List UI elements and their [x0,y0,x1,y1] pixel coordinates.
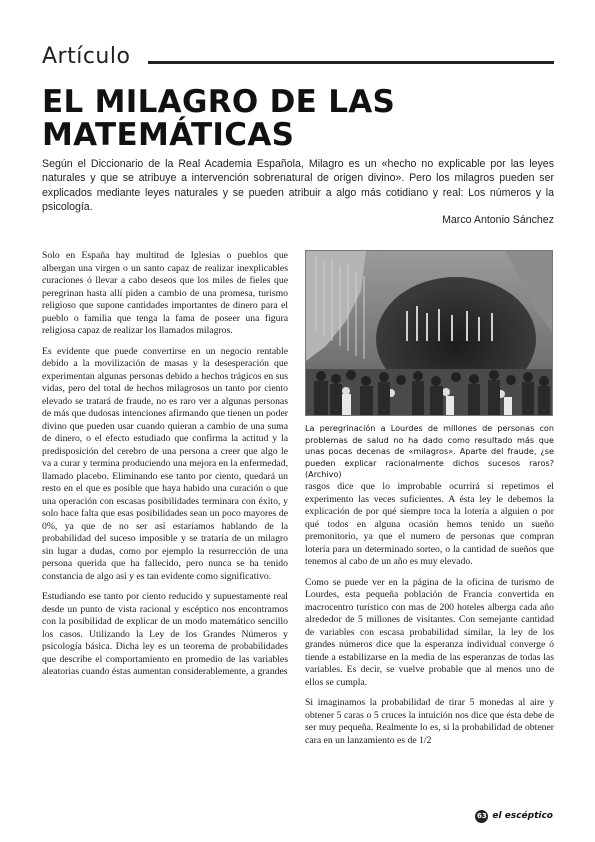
right-column [305,481,554,755]
body-paragraph: Si imaginamos la probabilidad de tirar 5 monedas al aire y obtener 5 caras o 5 cruces la intuición nos dice que ésta debe de ser muy pequeña. Realmente lo es, si la probabilidad de obtener cara en un lanzamiento es de 1/2 [305,697,554,746]
author-name: Marco Antonio Sánchez [442,214,554,226]
lead-paragraph: Según el Diccionario de la Real Academia Española, Milagro es un «hecho no explicable por las leyes naturales y que se atribuye a intervención sobrenatural de origen divino». Pero los milagros pueden ser explicados mediante leyes naturales y se pueden atribuir a algo más cotidiano y real: Los números y la psicología. [42,158,554,214]
grotto-photo-illustration [306,251,552,415]
section-label: Artículo [42,44,131,69]
section-header [42,44,554,72]
body-paragraph: Solo en España hay multitud de Iglesias o pueblos que albergan una virgen o un santo capaz de realizar inexplicables curaciones ó llevar a cabo deseos que los miles de fieles que peregrinan hasta allí piden a cambio de una promesa, turismo religioso que supone cantidades importantes de dinero para el pueblo o familia que tenga la fama de poseer una figura religiosa capaz de realizar los llamados milagros. [42,250,288,336]
left-column [42,250,288,687]
body-paragraph: Es evidente que puede convertirse en un negocio rentable debido a la movilización de masas y la desesperación que experimentan algunas personas debido a hechos trágicos en sus vidas, pero del total de hechos milagrosos un tanto por ciento elevado se tratará de fraude, no es raro ver a algunas personas de más que dudosas intenciones afirmando que tienen un poder divino que pueden usar cuando quieran a cambio de una suma de dinero, o el efecto estudiado que confirma la actitud y la predisposición del cerebro de una persona a creer que algo le va a curar y termina produciendo una mejora en la enfermedad, llamado placebo. Eliminando ese tanto por ciento, quedará un resto en el que es posible que haya habido una curación o que una operación con escasas posibilidades terminara con éxito, y solo hace falta que esas posibilidades sean un poco mayores de 0%, ya que de no ser así estaríamos hablando de la probabilidad del suceso imposible y se trataría de un milagro sin lugar a dudas, como por ejemplo la resurrección de una persona querida que ha fallecido, pero nunca se ha tenido constancia de algo así y es tan evidente como significativo. [42,345,288,582]
magazine-name: el escéptico [492,811,553,821]
photo-caption: La peregrinación a Lourdes de millones de personas con problemas de salud no ha dado como resultado más que unas pocas decenas de «milagros». Aparte del fraude, ¿se pueden explicar racionalmente dichos sucesos raros? (Archivo) [305,423,554,480]
section-rule [148,61,554,64]
body-paragraph: rasgos dice que lo improbable ocurrirá si repetimos el experimento las veces suficientes. A ésta ley le debemos la explicación de por qué siempre toca la lotería a alguien o por qué todos en alguna ocasión hemos tenido un sueño premonitorio, ya que el numero de personas que compran lotería para un determinado sorteo, o la cantidad de sueños que tenemos al cabo de un año es muy elevado. [305,481,554,567]
grotto-photo [305,250,553,416]
body-paragraph: Estudiando ese tanto por ciento reducido y supuestamente real desde un punto de vista racional y escéptico nos encontramos con la posibilidad de explicar de un modo matemático sencillo los casos. Utilizando la Ley de los Grandes Números y psicología básica. Dicha ley es un teorema de probabilidades que describe el comportamiento en promedio de las variables aleatorias cuando éstas aumentan considerablemente, a grandes [42,591,288,677]
title-line-1: EL MILAGRO DE LAS [42,84,396,120]
page-footer [475,809,553,823]
page-number: 63 [475,810,488,823]
title-line-2: MATEMÁTICAS [42,117,295,153]
article-title [42,86,554,152]
body-paragraph: Como se puede ver en la página de la oficina de turismo de Lourdes, esta pequeña población de Francia convertida en macrocentro turístico con mas de 200 hoteles alberga cada año alrededor de 5 millones de visitantes. Con semejante cantidad de variables con escasa probabilidad similar, la ley de los grandes números dice que la esperanza individual converge ó tiende a estabilizarse en la media de las esperanzas de todas las variables. Es decir, se vuelve probable que al menos uno de ellos se cumpla. [305,576,554,688]
